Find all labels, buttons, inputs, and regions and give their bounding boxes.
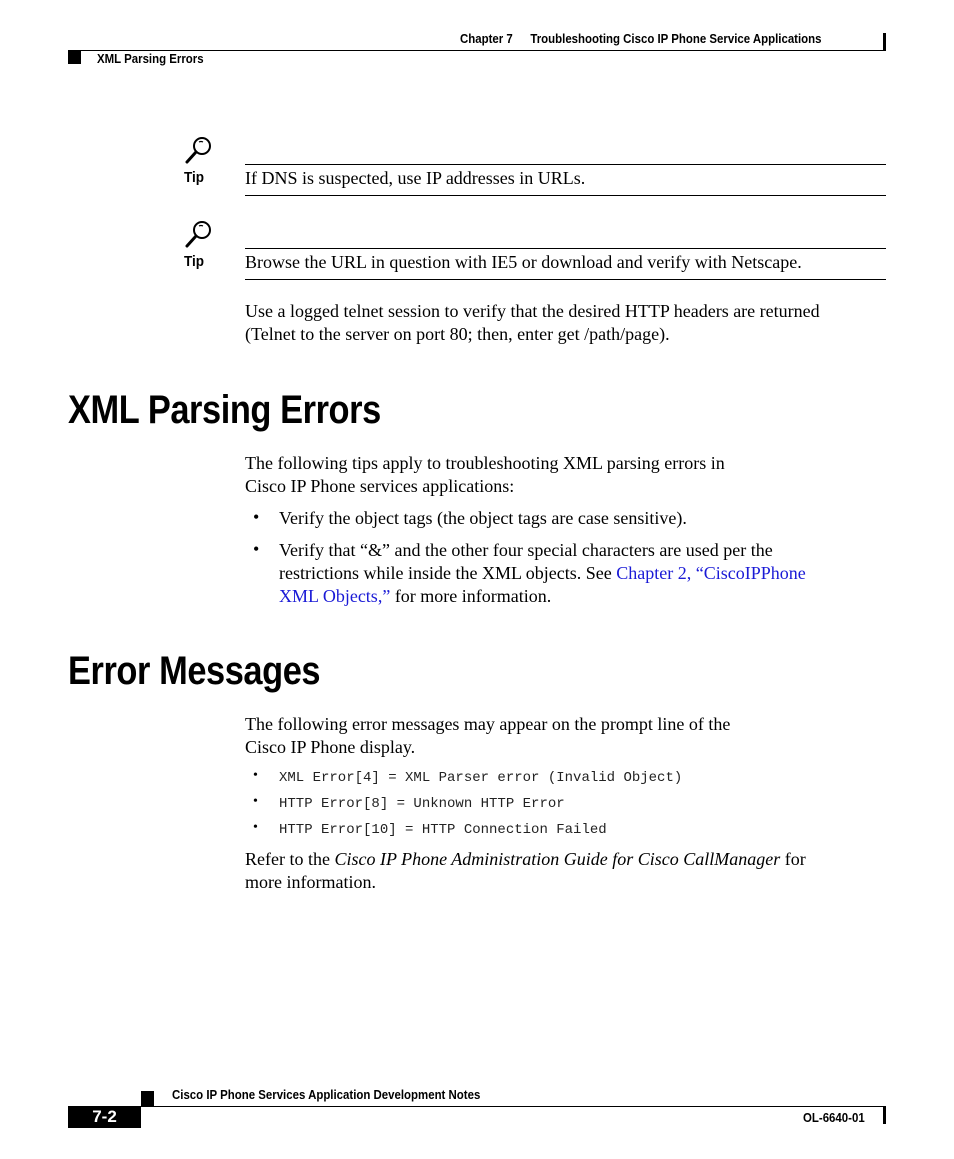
bullet-icon: • xyxy=(253,507,260,527)
chapter-label: Chapter 7 xyxy=(460,31,513,46)
xml-intro-line-1: The following tips apply to troubleshooting XML parsing errors in xyxy=(245,453,725,473)
xml-bullet-2-post: for more information. xyxy=(390,586,552,606)
error-intro-line-2: Cisco IP Phone display. xyxy=(245,737,416,757)
xml-bullet-2-line-2 xyxy=(279,562,879,585)
telnet-line-2: (Telnet to the server on port 80; then, enter get /path/page). xyxy=(245,324,670,344)
tip-text: Browse the URL in question with IE5 or download and verify with Netscape. xyxy=(245,252,802,272)
page-number: 7-2 xyxy=(92,1107,117,1126)
xml-bullet-2-line-1: Verify that “&” and the other four special characters are used per the xyxy=(279,540,773,560)
xml-intro-paragraph xyxy=(245,452,890,498)
running-header-section: XML Parsing Errors xyxy=(97,51,204,66)
xml-bullet-2 xyxy=(279,539,879,608)
footer-rule xyxy=(141,1106,886,1107)
running-header-chapter xyxy=(460,31,822,46)
document-number: OL-6640-01 xyxy=(803,1110,865,1125)
error-message-item: XML Error[4] = XML Parser error (Invalid Object) xyxy=(279,770,683,786)
chapter-2-link-continued[interactable]: XML Objects,” xyxy=(279,586,391,606)
tip-bottom-rule xyxy=(245,279,886,280)
tip-bottom-rule xyxy=(245,195,886,196)
telnet-line-1: Use a logged telnet session to verify that the desired HTTP headers are returned xyxy=(245,301,820,321)
xml-intro-line-2: Cisco IP Phone services applications: xyxy=(245,476,515,496)
error-message-item: HTTP Error[10] = HTTP Connection Failed xyxy=(279,822,607,838)
bullet-icon: • xyxy=(253,539,260,559)
refer-post: for xyxy=(780,849,806,869)
header-square-marker xyxy=(68,51,81,64)
magnifier-icon xyxy=(184,219,214,249)
footer-book-title: Cisco IP Phone Services Application Development Notes xyxy=(172,1087,481,1102)
chapter-2-link[interactable]: Chapter 2, “CiscoIPPhone xyxy=(616,563,806,583)
header-right-bar xyxy=(883,33,886,50)
xml-bullet-2-pre: restrictions while inside the XML objects. See xyxy=(279,563,617,583)
tip-label: Tip xyxy=(184,169,205,186)
chapter-title: Troubleshooting Cisco IP Phone Service Applications xyxy=(530,31,822,46)
bullet-icon: • xyxy=(253,768,258,783)
error-intro-line-1: The following error messages may appear on the prompt line of the xyxy=(245,714,731,734)
bullet-icon: • xyxy=(253,820,258,835)
refer-paragraph xyxy=(245,848,890,894)
tip-top-rule xyxy=(245,248,886,249)
refer-pre: Refer to the xyxy=(245,849,335,869)
xml-parsing-errors-heading: XML Parsing Errors xyxy=(68,388,381,432)
tip-top-rule xyxy=(245,164,886,165)
refer-line-2: more information. xyxy=(245,872,376,892)
footer-square-marker xyxy=(141,1091,154,1106)
error-message-item: HTTP Error[8] = Unknown HTTP Error xyxy=(279,796,565,812)
bullet-icon: • xyxy=(253,794,258,809)
error-intro-paragraph xyxy=(245,713,890,759)
telnet-paragraph xyxy=(245,300,890,346)
tip-text: If DNS is suspected, use IP addresses in URLs. xyxy=(245,168,586,188)
magnifier-icon xyxy=(184,135,214,165)
refer-guide-title: Cisco IP Phone Administration Guide for Cisco CallManager xyxy=(334,849,781,869)
error-messages-heading: Error Messages xyxy=(68,649,321,693)
tip-label: Tip xyxy=(184,253,205,270)
xml-bullet-2-line-3 xyxy=(279,585,879,608)
footer-right-bar xyxy=(883,1106,886,1124)
refer-line-1 xyxy=(245,848,890,871)
xml-bullet-1: Verify the object tags (the object tags are case sensitive). xyxy=(279,508,687,528)
